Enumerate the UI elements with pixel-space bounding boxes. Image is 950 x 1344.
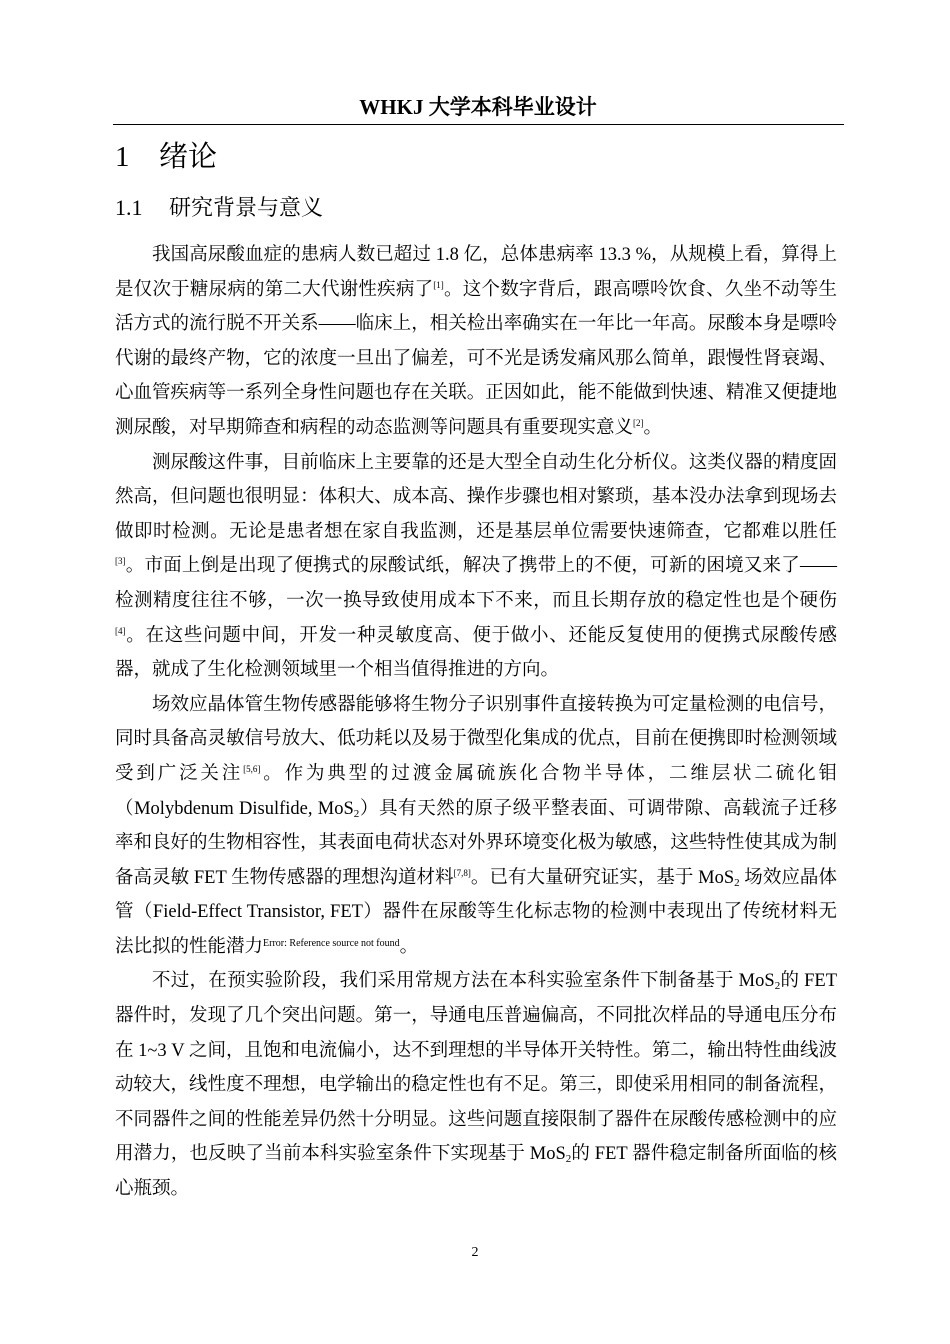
section-title: 研究背景与意义 [169, 196, 324, 221]
paragraph [115, 964, 837, 1206]
paragraph-text: 。已有大量研究证实，基于 MoS [470, 867, 735, 888]
paragraph [115, 238, 837, 446]
paragraph [115, 446, 837, 688]
paragraph-text: 场效应晶体管生物传感器能够将生物分子识别事件直接转换为可定量检测的电信号，同时具备高灵敏信号放大、低功耗以及易于微型化集成的优点，目前在便携即时检测领域受到广泛关注 [115, 694, 837, 784]
citation: [2] [633, 417, 644, 428]
running-header: WHKJ 大学本科毕业设计 [359, 95, 597, 119]
subscript: 2 [565, 1153, 572, 1166]
paragraph-text: ）具有天然的原子级平整表面、可调带隙、高载流子迁移率和良好的生物相容性，其表面电荷状态对外界环境变化极为敏感，这些特性使其成为制备高灵敏 FET 生物传感器的理想沟道材料 [115, 798, 838, 888]
citation: [1] [433, 279, 444, 290]
paragraph-text: 的 FET 器件稳定制备所面临的核心瓶颈。 [115, 1144, 837, 1200]
page-number: 2 [471, 1245, 479, 1260]
paragraph-text: 的 FET 器件时，发现了几个突出问题。第一，导通电压普遍偏高，不同批次样品的导通电压分布在 1~3 V 之间，且饱和电流偏小，达不到理想的半导体开关特性。第二，输出特性曲线波动较大，线性度不理想，电学输出的稳定性也有不足。第三，即使采用相同的制备流程，不同器件之间的性能差异仍然十分明显。这些问题直接限制了器件在尿酸传感检测中的应用潜力，也反映了当前本科实验室条件下实现基于 MoS [115, 971, 838, 1165]
paragraph-text: 。 [643, 417, 663, 438]
paragraph-text: 。 [399, 936, 419, 957]
paragraph-text: 。在这些问题中间，开发一种灵敏度高、便于做小、还能反复使用的便携式尿酸传感器，就成了生化检测领域里一个相当值得推进的方向。 [115, 625, 837, 681]
paragraph-text: 。作为典型的过渡金属硫族化合物半导体，二维层状二硫化钼（Molybdenum Disulfide, MoS [115, 763, 837, 819]
body-text [115, 238, 837, 1207]
section-heading [115, 191, 323, 226]
paragraph-text: 测尿酸这件事，目前临床上主要靠的还是大型全自动生化分析仪。这类仪器的精度固然高，但问题也很明显：体积大、成本高、操作步骤也相对繁琐，基本没办法拿到现场去做即时检测。无论是患者想在家自我监测，还是基层单位需要快速筛查，它都难以胜任 [115, 452, 837, 542]
paragraph-text: 我国高尿酸血症的患病人数已超过 1.8 亿，总体患病率 13.3 %，从规模上看，算得上是仅次于糖尿病的第二大代谢性疾病了 [115, 245, 837, 300]
chapter-number: 1 [115, 141, 130, 173]
citation: [7,8] [453, 867, 471, 878]
paragraph-text: 。这个数字背后，跟高嘌呤饮食、久坐不动等生活方式的流行脱不开关系——临床上，相关检出率确实在一年比一年高。尿酸本身是嘌呤代谢的最终产物，它的浓度一旦出了偏差，可不光是诱发痛风那么简单，跟慢性肾衰竭、心血管疾病等一系列全身性问题也存在关联。正因如此，能不能做到快速、精准又便捷地测尿酸，对早期筛查和病程的动态监测等问题具有重要现实意义 [115, 279, 837, 438]
citation: [4] [115, 625, 126, 636]
reference-error: Error: Reference source not found [263, 937, 400, 949]
paragraph-text: 。市面上倒是出现了便携式的尿酸试纸，解决了携带上的不便，可新的困境又来了——检测精度往往不够，一次一换导致使用成本下不来，而且长期存放的稳定性也是个硬伤 [115, 556, 837, 611]
citation: [3] [115, 556, 126, 567]
paragraph [115, 688, 837, 965]
chapter-title: 绪论 [159, 139, 218, 173]
paragraph-text: 不过，在预实验阶段，我们采用常规方法在本科实验室条件下制备基于 MoS [152, 971, 775, 992]
subscript: 2 [353, 807, 360, 820]
subscript: 2 [774, 980, 781, 993]
chapter-heading [115, 136, 217, 177]
paragraph-text: 场效应晶体管（Field-Effect Transistor, FET）器件在尿酸等生化标志物的检测中表现出了传统材料无法比拟的性能潜力 [115, 867, 837, 957]
section-number: 1.1 [115, 195, 143, 220]
header-divider [113, 124, 844, 125]
citation: [5,6] [243, 763, 261, 774]
subscript: 2 [734, 876, 740, 889]
